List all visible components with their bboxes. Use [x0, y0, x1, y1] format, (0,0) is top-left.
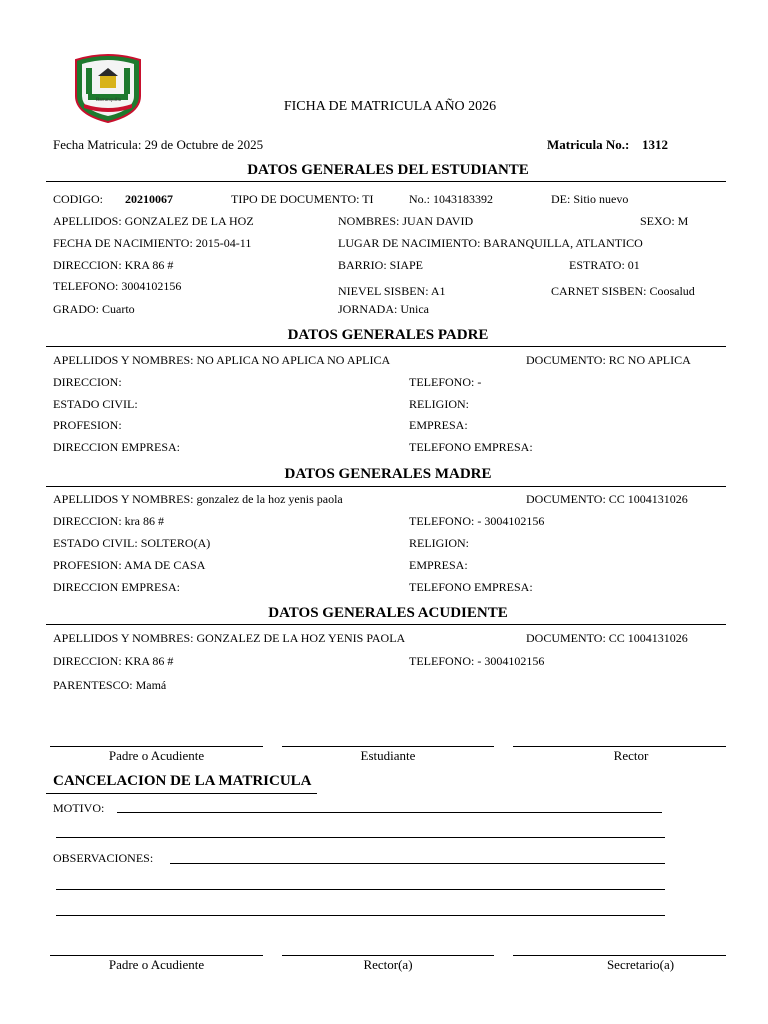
nivel-sisben: NIEVEL SISBEN: A1 [338, 284, 446, 298]
madre-telefono-empresa: TELEFONO EMPRESA: [409, 580, 533, 594]
madre-direccion-empresa: DIRECCION EMPRESA: [53, 580, 181, 594]
codigo-label: CODIGO: [53, 192, 103, 206]
expedicion: DE: Sitio nuevo [551, 192, 629, 206]
padre-telefono: TELEFONO: - [409, 375, 482, 389]
acudiente-parentesco: PARENTESCO: Mamá [53, 678, 167, 692]
section-title-padre: DATOS GENERALES PADRE [287, 327, 489, 343]
logo-caption: Barranquilla [96, 98, 121, 103]
signature-line [282, 955, 494, 956]
observaciones-label: OBSERVACIONES: [53, 851, 154, 865]
divider [46, 793, 317, 794]
signature-rector-label: Rector(a) [363, 957, 413, 972]
signature-line [282, 746, 494, 747]
section-title-estudiante: DATOS GENERALES DEL ESTUDIANTE [247, 162, 529, 178]
divider [46, 624, 726, 625]
carnet-sisben: CARNET SISBEN: Coosalud [551, 284, 695, 298]
padre-religion: RELIGION: [409, 397, 469, 411]
acudiente-documento: DOCUMENTO: CC 1004131026 [526, 631, 688, 645]
observaciones-line[interactable] [170, 863, 665, 864]
acudiente-apellidos-nombres: APELLIDOS Y NOMBRES: GONZALEZ DE LA HOZ YENIS PAOLA [53, 631, 406, 645]
madre-estado-civil: ESTADO CIVIL: SOLTERO(A) [53, 536, 211, 550]
padre-estado-civil: ESTADO CIVIL: [53, 397, 138, 411]
fecha-nacimiento: FECHA DE NACIMIENTO: 2015-04-11 [53, 236, 252, 250]
signature-line [513, 746, 726, 747]
padre-profesion: PROFESION: [53, 418, 122, 432]
motivo-label: MOTIVO: [53, 801, 105, 815]
signature-padre-label: Padre o Acudiente [108, 957, 205, 972]
page-title: FICHA DE MATRICULA AÑO 2026 [283, 99, 497, 114]
divider [46, 181, 726, 182]
madre-apellidos-nombres: APELLIDOS Y NOMBRES: gonzalez de la hoz yenis paola [53, 492, 343, 506]
madre-profesion: PROFESION: AMA DE CASA [53, 558, 206, 572]
numero-documento: No.: 1043183392 [409, 192, 493, 206]
apellidos: APELLIDOS: GONZALEZ DE LA HOZ [53, 214, 254, 228]
padre-documento: DOCUMENTO: RC NO APLICA [526, 353, 691, 367]
acudiente-direccion: DIRECCION: KRA 86 # [53, 654, 174, 668]
signature-secretario-label: Secretario(a) [606, 957, 675, 972]
direccion: DIRECCION: KRA 86 # [53, 258, 174, 272]
motivo-line[interactable] [56, 837, 665, 838]
padre-apellidos-nombres: APELLIDOS Y NOMBRES: NO APLICA NO APLICA NO APLICA [53, 353, 391, 367]
tipo-documento: TIPO DE DOCUMENTO: TI [231, 192, 374, 206]
sexo: SEXO: M [640, 214, 689, 228]
signature-estudiante-label: Estudiante [360, 748, 416, 763]
signature-rector-label: Rector [613, 748, 649, 763]
divider [46, 346, 726, 347]
lugar-nacimiento: LUGAR DE NACIMIENTO: BARANQUILLA, ATLANTICO [338, 236, 643, 250]
signature-line [50, 955, 263, 956]
divider [46, 486, 726, 487]
padre-telefono-empresa: TELEFONO EMPRESA: [409, 440, 533, 454]
barrio: BARRIO: SIAPE [338, 258, 424, 272]
motivo-line[interactable] [117, 812, 662, 813]
padre-direccion: DIRECCION: [53, 375, 122, 389]
observaciones-line[interactable] [56, 889, 665, 890]
signature-line [513, 955, 726, 956]
section-title-madre: DATOS GENERALES MADRE [284, 466, 492, 482]
madre-empresa: EMPRESA: [409, 558, 468, 572]
observaciones-line[interactable] [56, 915, 665, 916]
jornada: JORNADA: Unica [338, 302, 429, 316]
acudiente-telefono: TELEFONO: - 3004102156 [409, 654, 545, 668]
padre-empresa: EMPRESA: [409, 418, 468, 432]
estrato: ESTRATO: 01 [569, 258, 640, 272]
matricula-number: 1312 [642, 137, 668, 152]
codigo-value: 20210067 [125, 192, 173, 206]
nombres: NOMBRES: JUAN DAVID [338, 214, 474, 228]
madre-direccion: DIRECCION: kra 86 # [53, 514, 164, 528]
telefono: TELEFONO: 3004102156 [53, 279, 182, 293]
padre-direccion-empresa: DIRECCION EMPRESA: [53, 440, 181, 454]
madre-telefono: TELEFONO: - 3004102156 [409, 514, 545, 528]
signature-padre-label: Padre o Acudiente [108, 748, 205, 763]
cancelacion-title: CANCELACION DE LA MATRICULA [53, 773, 312, 789]
fecha-matricula: Fecha Matricula: 29 de Octubre de 2025 [53, 137, 264, 152]
madre-religion: RELIGION: [409, 536, 469, 550]
madre-documento: DOCUMENTO: CC 1004131026 [526, 492, 688, 506]
matricula-label: Matricula No.: [547, 137, 630, 152]
signature-line [50, 746, 263, 747]
section-title-acudiente: DATOS GENERALES ACUDIENTE [268, 605, 508, 621]
grado: GRADO: Cuarto [53, 302, 135, 316]
